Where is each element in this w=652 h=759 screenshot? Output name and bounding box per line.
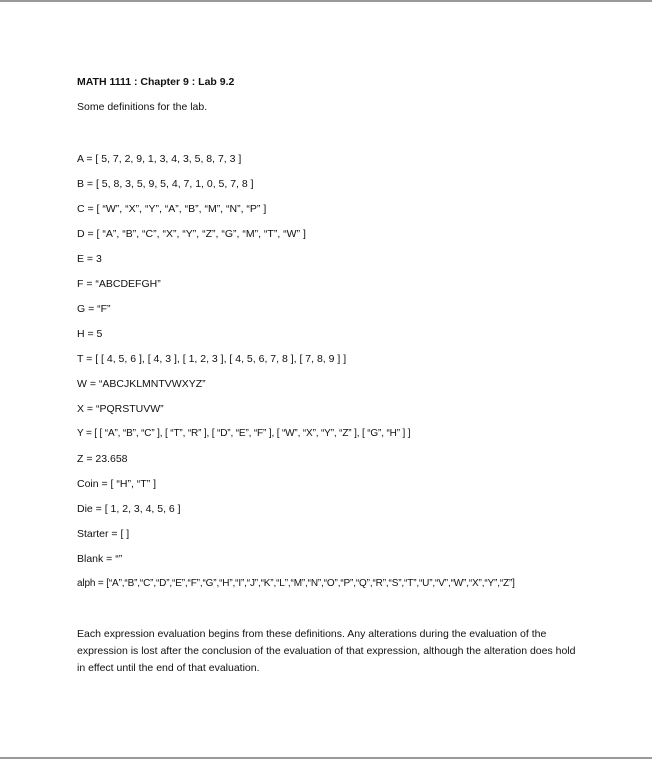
definition-d: D = [ “A”, “B”, “C”, “X”, “Y”, “Z”, “G”, “M”, “T”, “W” ] — [77, 228, 306, 240]
page-title: MATH 1111 : Chapter 9 : Lab 9.2 — [77, 76, 235, 88]
definition-b: B = [ 5, 8, 3, 5, 9, 5, 4, 7, 1, 0, 5, 7, 8 ] — [77, 178, 254, 190]
definition-alph: alph = [“A”,“B”,“C”,“D”,“E”,“F”,“G”,“H”,“I”,“J”,“K”,“L”,“M”,“N”,“O”,“P”,“Q”,“R”,“S”,“T”,“U”,“V”,“W”,“X”,“Y”,“Z”] — [77, 578, 515, 589]
definition-c: C = [ “W”, “X”, “Y”, “A”, “B”, “M”, “N”, “P” ] — [77, 203, 267, 215]
definition-x: X = “PQRSTUVW” — [77, 403, 164, 415]
definition-starter: Starter = [ ] — [77, 528, 130, 540]
definition-die: Die = [ 1, 2, 3, 4, 5, 6 ] — [77, 503, 181, 515]
definition-f: F = “ABCDEFGH” — [77, 278, 161, 290]
definition-w: W = “ABCJKLMNTVWXYZ” — [77, 378, 206, 390]
page-top-border — [0, 0, 652, 2]
definition-g: G = “F” — [77, 303, 111, 315]
definition-y: Y = [ [ “A”, “B”, “C” ], [ “T”, “R” ], [ “D”, “E”, “F” ], [ “W”, “X”, “Y”, “Z” ], [ “G”, “H” ] ] — [77, 428, 411, 439]
definition-h: H = 5 — [77, 328, 103, 340]
definition-blank: Blank = “” — [77, 553, 123, 565]
intro-text: Some definitions for the lab. — [77, 101, 208, 113]
closing-paragraph: Each expression evaluation begins from these definitions. Any alterations during the evaluation of the expression is lost after the conclusion of the evaluation of that expression, although the alteration does hold in effect until the end of that evaluation. — [77, 628, 576, 674]
definition-coin: Coin = [ “H”, “T” ] — [77, 478, 157, 490]
definition-e: E = 3 — [77, 253, 102, 265]
definitions-list — [77, 152, 515, 602]
definition-z: Z = 23.658 — [77, 453, 128, 465]
definition-a: A = [ 5, 7, 2, 9, 1, 3, 4, 3, 5, 8, 7, 3 ] — [77, 153, 242, 165]
definition-t: T = [ [ 4, 5, 6 ], [ 4, 3 ], [ 1, 2, 3 ], [ 4, 5, 6, 7, 8 ], [ 7, 8, 9 ] ] — [77, 353, 347, 365]
